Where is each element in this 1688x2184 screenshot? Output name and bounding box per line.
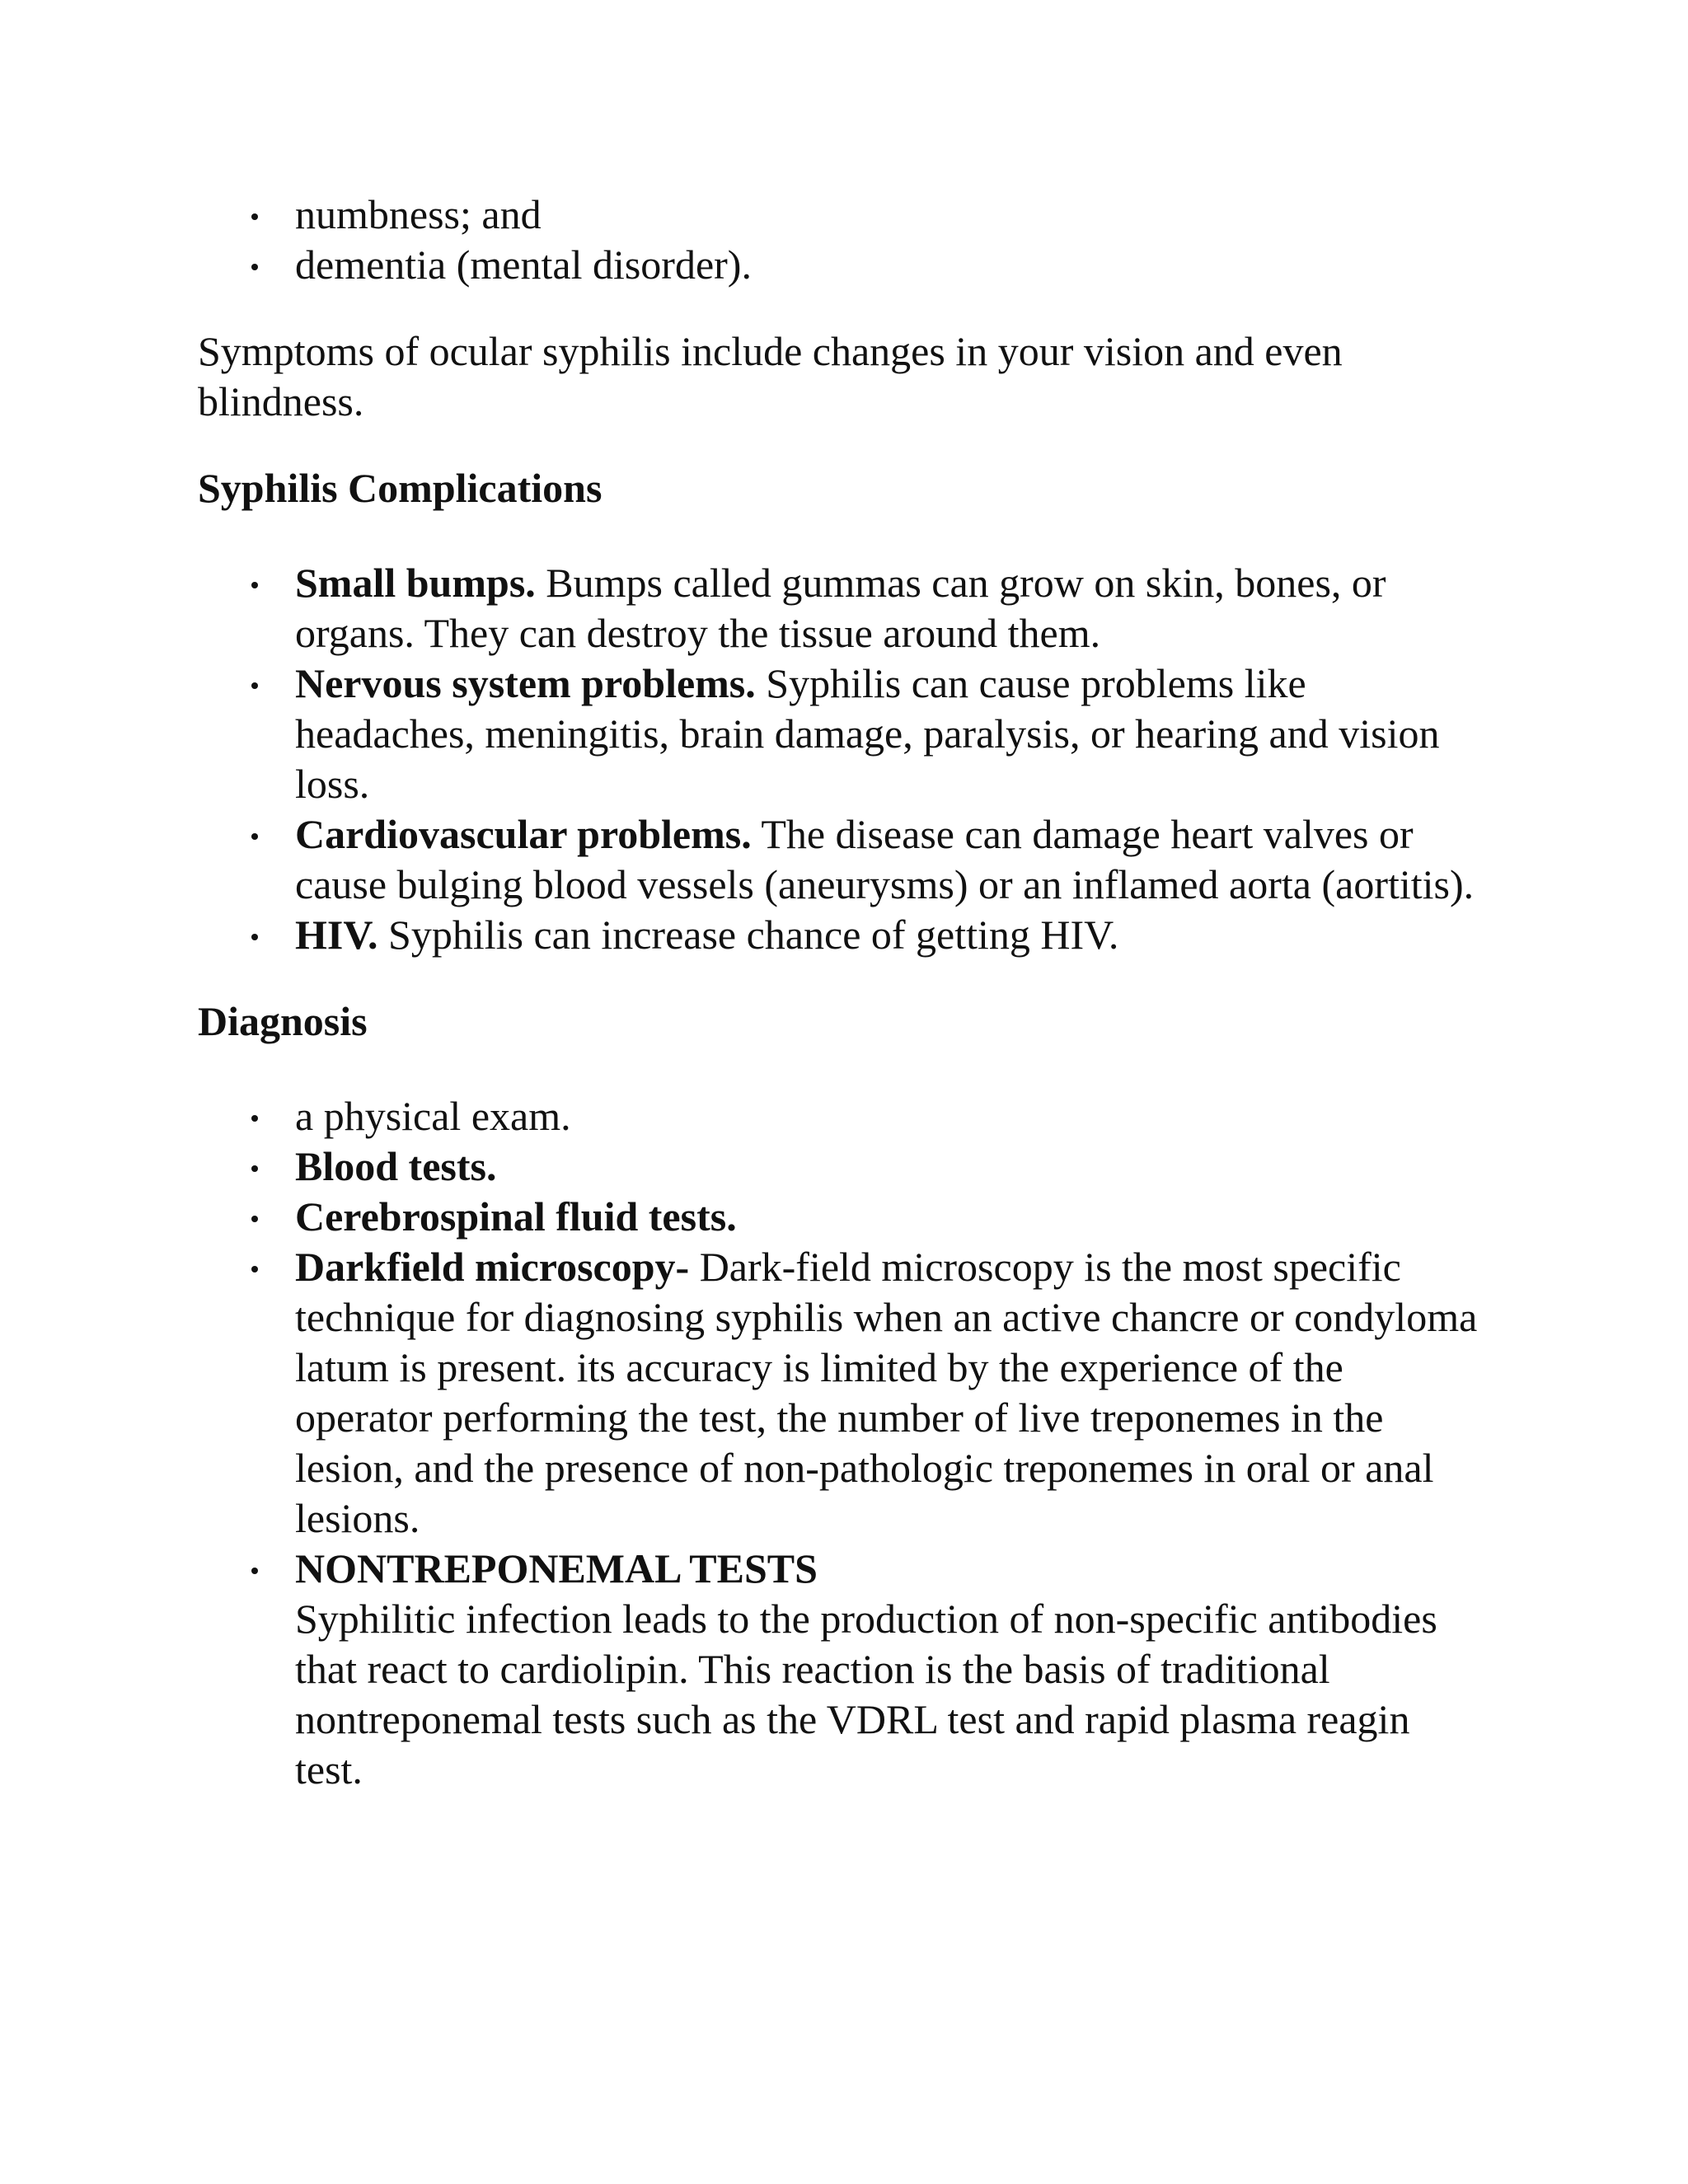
list-item: [198, 1141, 1484, 1192]
list-item: [198, 910, 1484, 960]
diagnosis-heading: Diagnosis: [198, 998, 368, 1044]
list-item-term: Cerebrospinal fluid tests.: [295, 1193, 737, 1240]
complications-list: [198, 558, 1484, 960]
list-item-text: Dark-field microscopy is the most specific technique for diagnosing syphilis when an active chancre or condyloma latum is present. its accuracy is limited by the experience of the operator performing the test, the number of live treponemes in the lesion, and the presence of non-pathologic treponemes in oral or anal lesions.: [295, 1244, 1478, 1541]
list-item: [198, 658, 1484, 809]
list-item-term: Nervous system problems.: [295, 660, 756, 706]
intro-list: [198, 190, 1484, 290]
complications-heading: Syphilis Complications: [198, 465, 603, 511]
list-item-text: numbness; and: [295, 191, 542, 237]
list-item: [198, 1091, 1484, 1141]
list-item-text: Syphilis can cause problems like headaches, meningitis, brain damage, paralysis, or hearing and vision loss.: [295, 660, 1440, 807]
list-item-term: Darkfield microscopy-: [295, 1244, 690, 1290]
list-item-term: HIV.: [295, 912, 378, 958]
list-item: [198, 190, 1484, 240]
list-item: [198, 1192, 1484, 1242]
list-item-text: Bumps called gummas can grow on skin, bones, or organs. They can destroy the tissue around them.: [295, 560, 1386, 656]
list-item-text: The disease can damage heart valves or cause bulging blood vessels (aneurysms) or an inflamed aorta (aortitis).: [295, 811, 1475, 907]
list-item-term: Small bumps.: [295, 560, 536, 606]
list-item-term: Blood tests.: [295, 1143, 497, 1189]
list-item-text: Syphilis can increase chance of getting HIV.: [377, 912, 1119, 958]
list-item-term: Cardiovascular problems.: [295, 811, 752, 857]
list-item: [198, 1544, 1484, 1795]
document-page: [198, 190, 1484, 1795]
diagnosis-list: [198, 1091, 1484, 1795]
list-item-text: a physical exam.: [295, 1093, 571, 1139]
list-item: [198, 558, 1484, 658]
list-item-text: Syphilitic infection leads to the production of non-specific antibodies that react to cardiolipin. This reaction is the basis of traditional nontreponemal tests such as the VDRL test and rapid plasma reagin test.: [295, 1596, 1437, 1793]
list-item-text: dementia (mental disorder).: [295, 241, 752, 288]
list-item: [198, 1242, 1484, 1544]
list-item: [198, 240, 1484, 290]
list-item-term: NONTREPONEMAL TESTS: [295, 1545, 818, 1591]
ocular-syphilis-paragraph: Symptoms of ocular syphilis include changes in your vision and even blindness.: [198, 328, 1343, 424]
list-item: [198, 809, 1484, 910]
